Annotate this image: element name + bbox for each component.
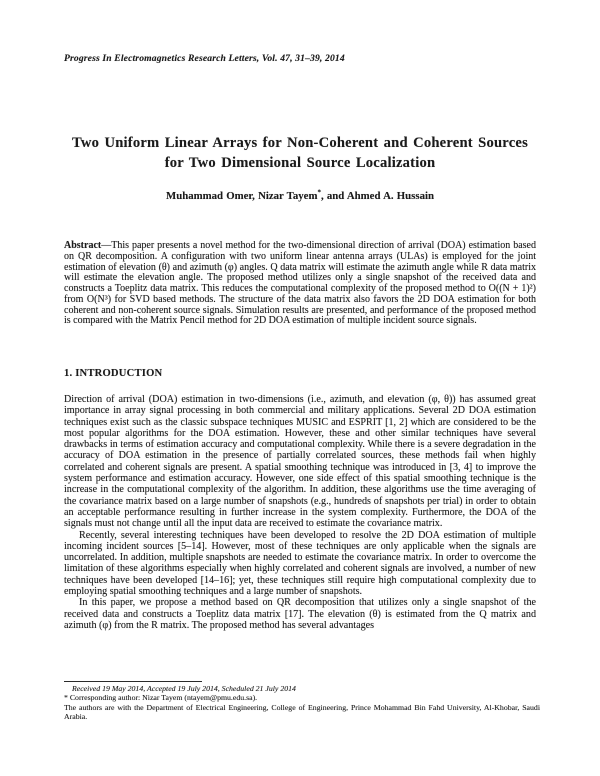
footnote-corresponding-author: * Corresponding author: Nizar Tayem (ntayem@pmu.edu.sa). [64, 693, 258, 703]
abstract-text: —This paper presents a novel method for the two-dimensional direction of arrival (DOA) estimation based on QR decomposition. A configuration with two uniform linear antenna arrays (ULAs) is employed for the joint estimation of elevation (θ) and azimuth (φ) angles. Q data matrix will estimate the azimuth angle while R data matrix will estimate the elevation angle. The proposed method utilizes only a single snapshot of the received data and constructs a Toeplitz data matrix. This reduces the computational complexity of the proposed method to O((N + 1)²) from O(N³) for SVD based methods. The structure of the data matrix also favors the 2D DOA estimation for both coherent and non-coherent source signals. Simulation results are presented, and performance of the proposed method is compared with the Matrix Pencil method for 2D DOA estimation of multiple incident source signals. [64, 240, 536, 327]
footnote-received-dates: Received 19 May 2014, Accepted 19 July 2014, Scheduled 21 July 2014 [72, 684, 296, 693]
abstract-label: Abstract [64, 240, 102, 251]
footnote-rule [64, 681, 202, 682]
footnote-block [64, 684, 540, 722]
introduction-body [64, 394, 536, 631]
intro-paragraph-3: In this paper, we propose a method based on QR decomposition that utilizes only a single snapshot of the received data and constructs a Toeplitz data matrix [17]. The elevation (θ) is estimated from the Q matrix and azimuth (φ) from the R matrix. The proposed method has several advantages [64, 597, 536, 631]
authors-names-cont: , and Ahmed A. Hussain [320, 190, 434, 202]
authors-names: Muhammad Omer, Nizar Tayem [166, 190, 318, 202]
intro-paragraph-1: Direction of arrival (DOA) estimation in two-dimensions (i.e., azimuth, and elevation (φ, θ)) has assumed great importance in array signal processing in both commercial and military applications. Several 2D DOA estimation techniques exist such as the classic subspace techniques MUSIC and ESPRIT [1, 2] which are considered to be the most popular algorithms for the DOA estimation. However, these and other similar techniques have several drawbacks in terms of estimation accuracy and computational complexity. While there is a severe degradation in the accuracy of DOA estimation in the presence of partially correlated sources, these methods fail when highly correlated and coherent signals are present. A spatial smoothing technique was introduced in [3, 4] to improve the system performance and estimation accuracy. However, one side effect of this spatial smoothing technique is the increase in the computational complexity of the algorithm. In addition, these algorithms use the time averaging of the covariance matrix based on a large number of snapshots (e.g., hundreds of snapshots per trial) in order to obtain an acceptable performance resulting in further increase in the system complexity. Furthermore, the DOA of the signals must not change until all the input data are received to estimate the covariance matrix. [64, 394, 536, 530]
authors-line [30, 190, 570, 202]
intro-paragraph-2: Recently, several interesting techniques have been developed to resolve the 2D DOA estimation of multiple incoming incident sources [5–14]. However, most of these techniques are only applicable when the signals are uncorrelated. In addition, multiple snapshots are needed to estimate the covariance matrix. In order to overcome the limitation of these algorithms especially when highly correlated and coherent signals are involved, a number of new techniques have been developed [14–16]; yet, these techniques still require high computational complexity due to employing spatial smoothing techniques and a large number of snapshots. [64, 529, 536, 598]
footnote-affiliation: The authors are with the Department of Electrical Engineering, College of Engineering, Prince Mohammad Bin Fahd University, Al-Khobar, Saudi Arabia. [64, 702, 540, 722]
journal-header: Progress In Electromagnetics Research Letters, Vol. 47, 31–39, 2014 [64, 53, 345, 64]
paper-title-line2: for Two Dimensional Source Localization [164, 155, 436, 171]
corresponding-author-asterisk: * [317, 188, 321, 197]
paper-title-line1: Two Uniform Linear Arrays for Non-Coherent and Coherent Sources [72, 135, 528, 151]
section-heading-introduction: 1. INTRODUCTION [64, 368, 163, 379]
paper-title [30, 133, 570, 173]
abstract-paragraph [64, 241, 536, 327]
